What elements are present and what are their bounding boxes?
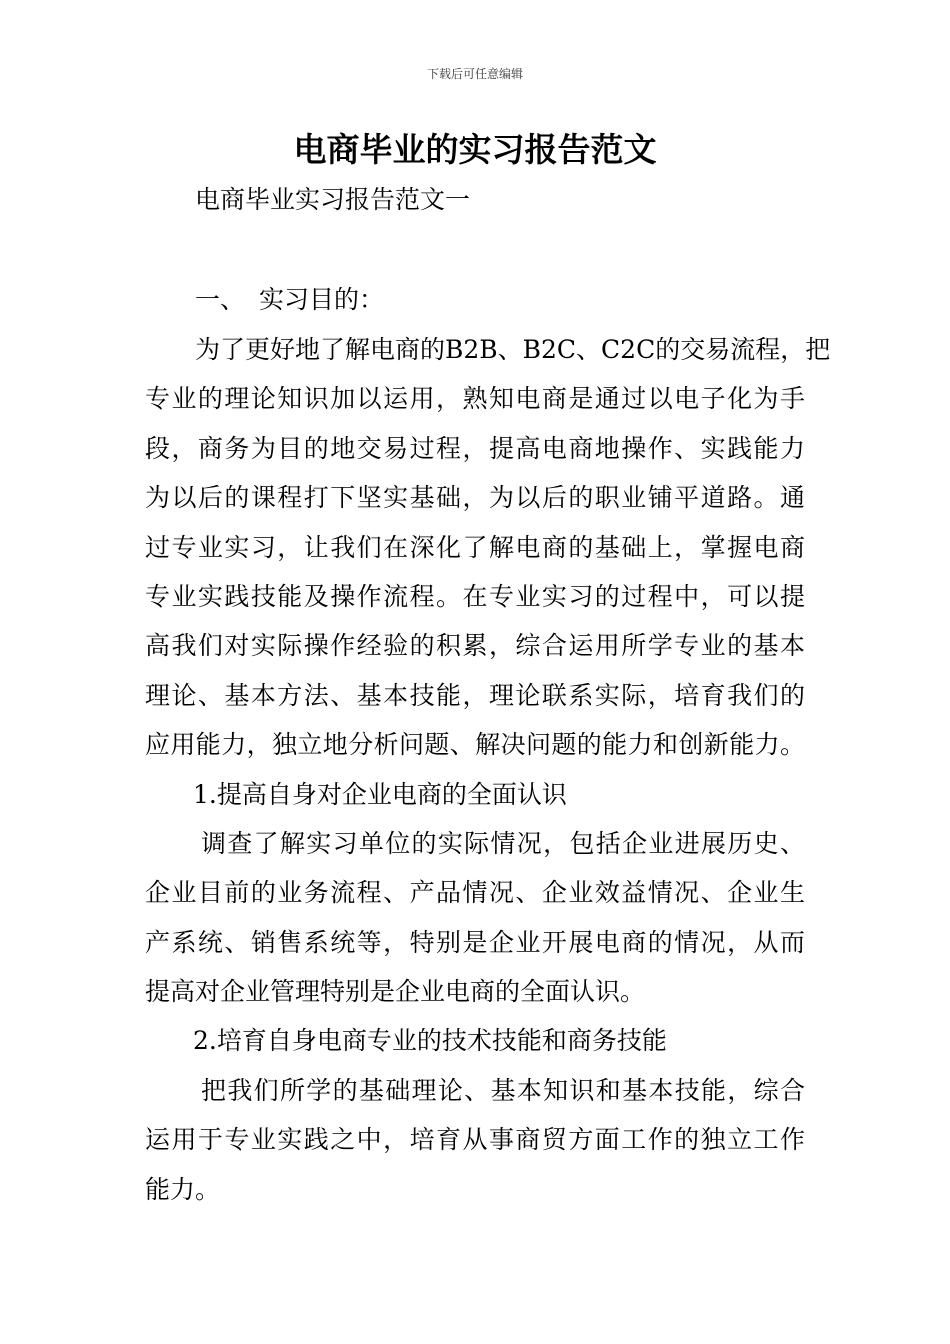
section-number: 一、 bbox=[195, 285, 246, 314]
item-heading-1: 1.提高自身对企业电商的全面认识 bbox=[193, 779, 567, 809]
paragraph-line: 企业目前的业务流程、产品情况、企业效益情况、企业生 bbox=[145, 878, 805, 908]
paragraph-line: 高我们对实际操作经验的积累，综合运用所学专业的基本 bbox=[145, 631, 805, 661]
paragraph-line: 调查了解实习单位的实际情况，包括企业进展历史、 bbox=[201, 828, 805, 858]
document-subtitle: 电商毕业实习报告范文一 bbox=[195, 185, 471, 214]
paragraph-line: 过专业实习，让我们在深化了解电商的基础上，掌握电商 bbox=[145, 532, 805, 562]
paragraph-line: 把我们所学的基础理论、基本知识和基本技能，综合 bbox=[201, 1075, 805, 1105]
section-title: 实习目的： bbox=[259, 285, 385, 314]
paragraph-line: 为以后的课程打下坚实基础，为以后的职业铺平道路。通 bbox=[145, 483, 805, 513]
paragraph-purpose bbox=[145, 325, 831, 1214]
item-heading-2: 2.培育自身电商专业的技术技能和商务技能 bbox=[193, 1026, 667, 1056]
paragraph-line: 段，商务为目的地交易过程，提高电商地操作、实践能力 bbox=[145, 433, 805, 463]
paragraph-line: 专业实践技能及操作流程。在专业实习的过程中，可以提 bbox=[145, 581, 805, 611]
paragraph-line: 产系统、销售系统等，特别是企业开展电商的情况，从而 bbox=[145, 927, 805, 957]
section-heading bbox=[195, 280, 384, 320]
paragraph-line: 理论、基本方法、基本技能，理论联系实际，培育我们的 bbox=[145, 680, 805, 710]
paragraph-line: 运用于专业实践之中，培育从事商贸方面工作的独立工作 bbox=[145, 1125, 805, 1155]
paragraph-line: 专业的理论知识加以运用，熟知电商是通过以电子化为手 bbox=[145, 384, 805, 414]
header-note: 下载后可任意编辑 bbox=[426, 67, 523, 81]
paragraph-line: 为了更好地了解电商的B2B、B2C、C2C的交易流程，把 bbox=[195, 335, 831, 364]
paragraph-line: 能力。 bbox=[145, 1174, 221, 1204]
paragraph-line: 提高对企业管理特别是企业电商的全面认识。 bbox=[145, 977, 646, 1007]
paragraph-line: 应用能力，独立地分析问题、解决问题的能力和创新能力。 bbox=[145, 730, 805, 760]
document-title: 电商毕业的实习报告范文 bbox=[293, 130, 657, 169]
